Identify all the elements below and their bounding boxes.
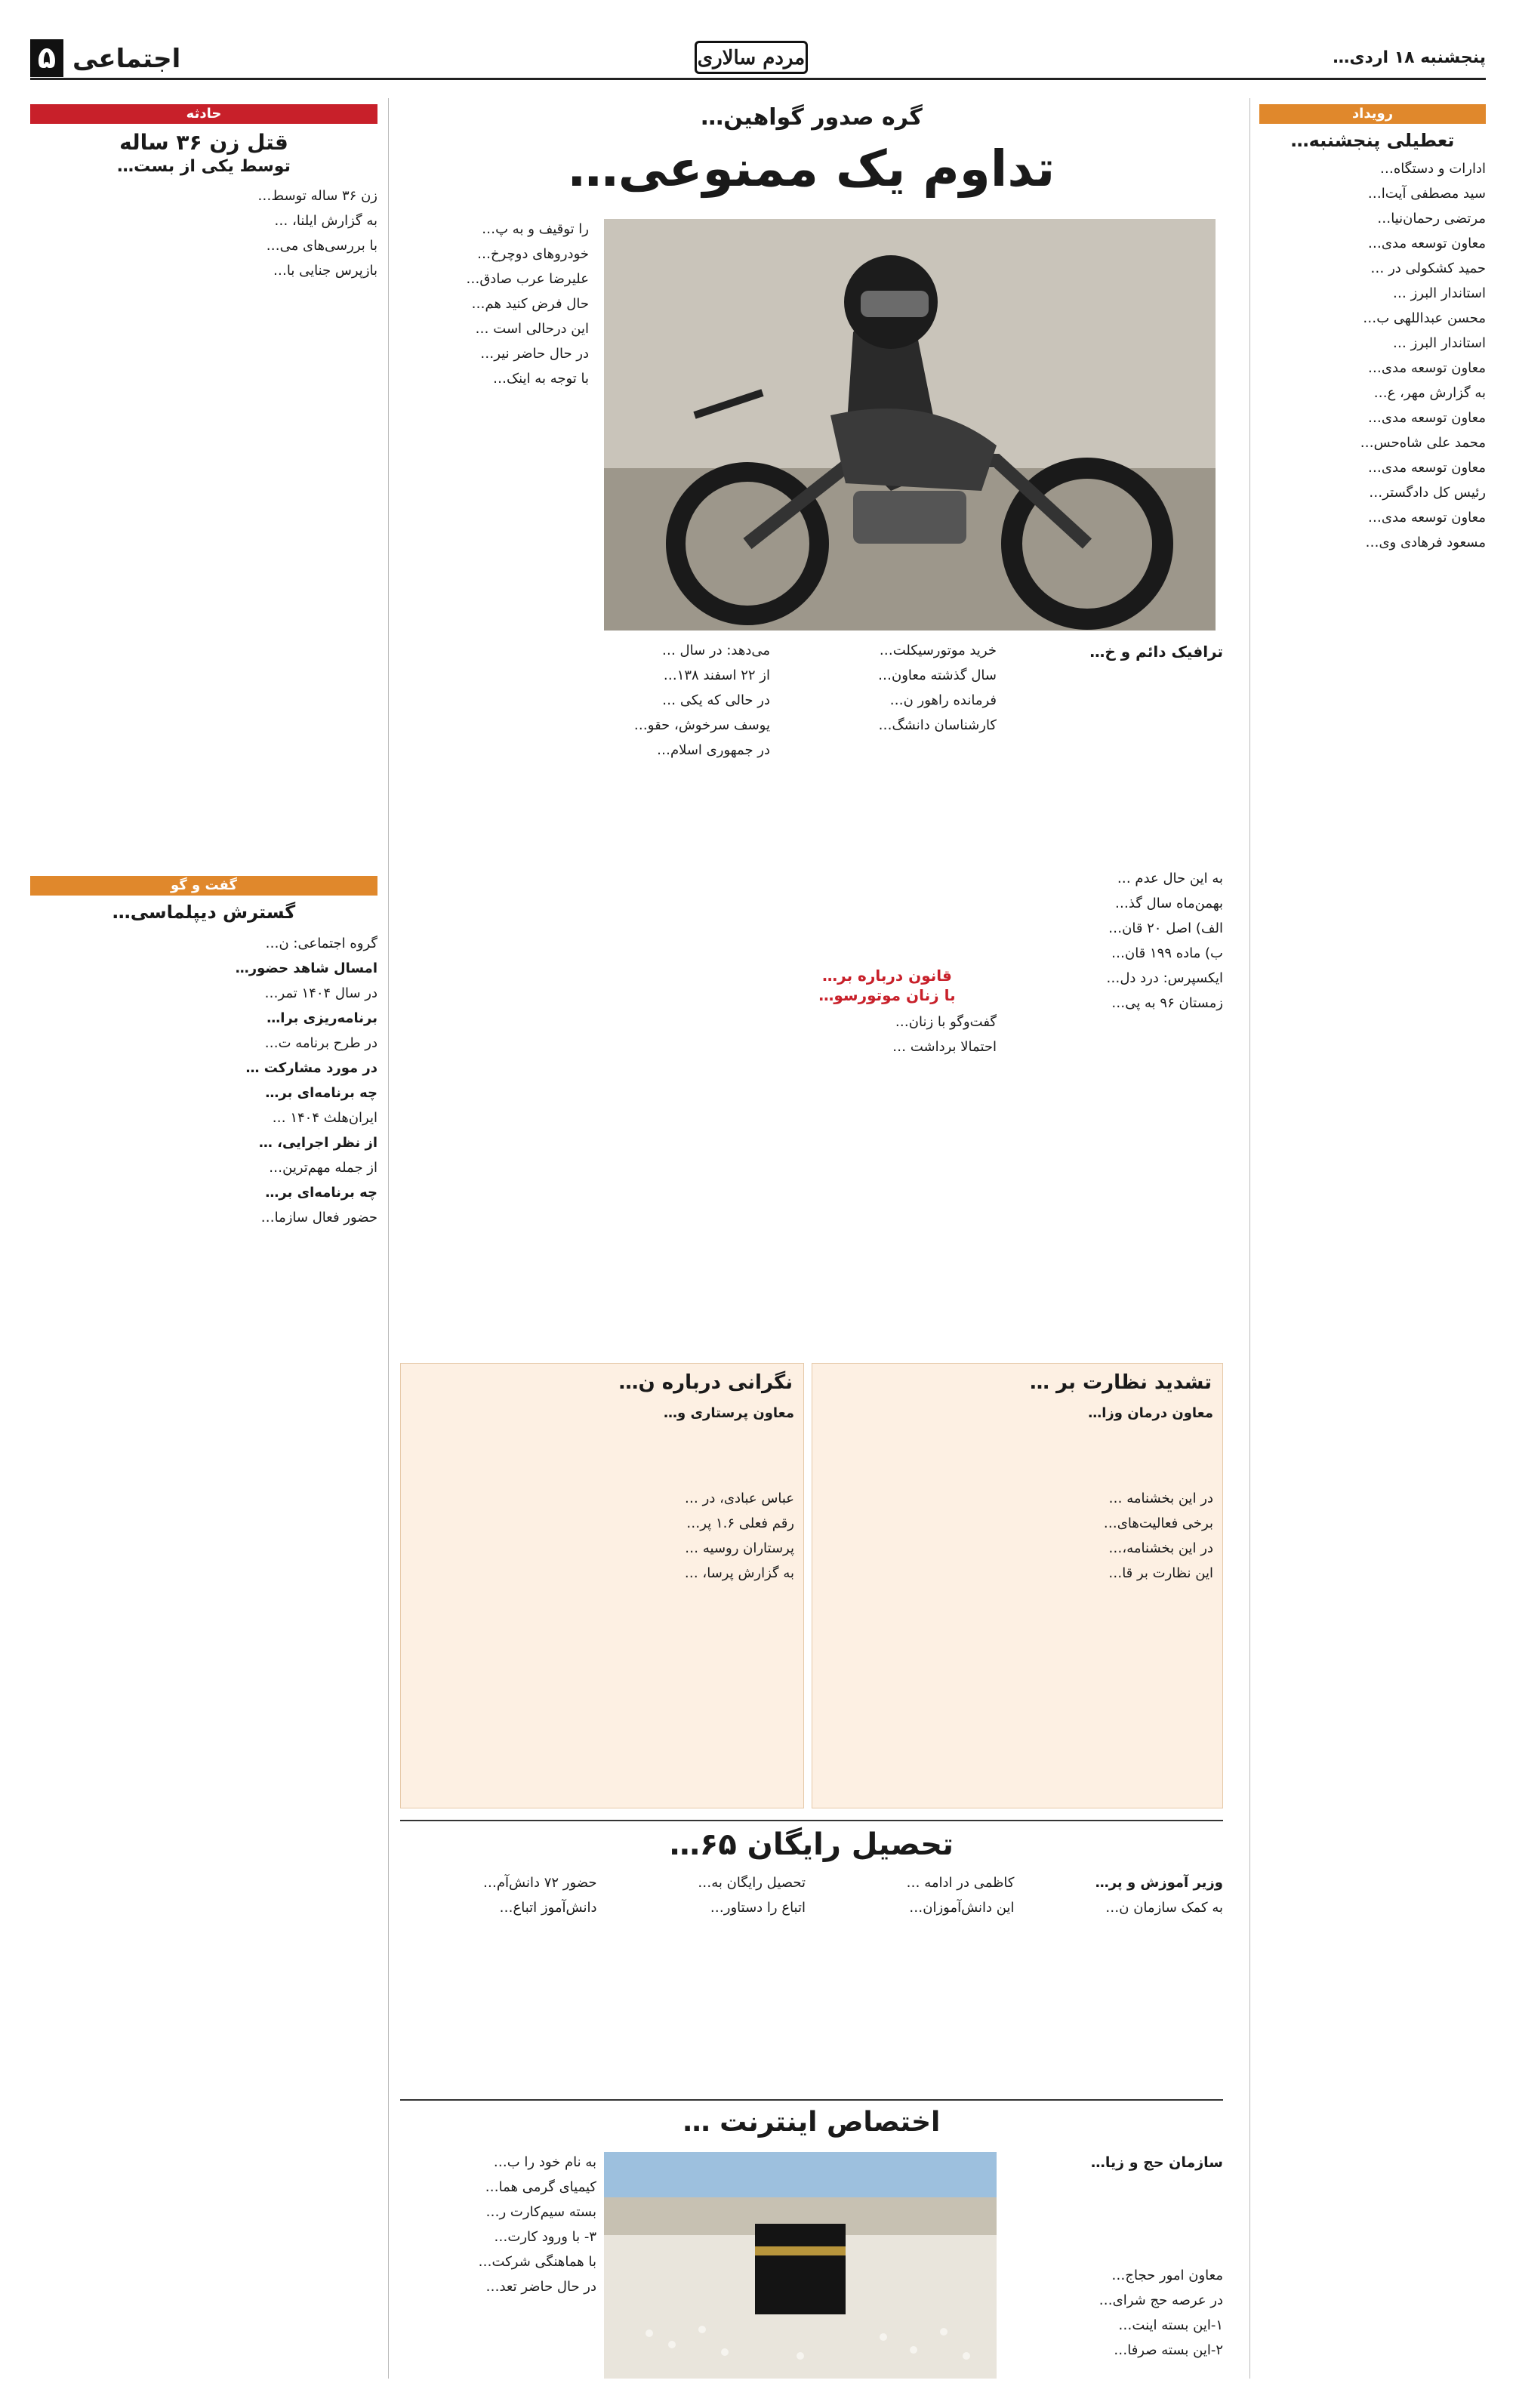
paragraph: این درحالی است … [475, 321, 589, 337]
paragraph: در حالی که یکی … [662, 692, 770, 708]
section-divider [400, 2099, 1223, 2101]
paragraph: خودروهای دوچرخ… [477, 246, 589, 262]
newspaper-logo: مردم سالاری [695, 41, 808, 74]
paragraph: دانش‌آموز اتباع… [499, 1900, 597, 1916]
paragraph: کاظمی در ادامه … [906, 1875, 1015, 1891]
paragraph: این دانش‌آموزان… [909, 1900, 1015, 1916]
incident-subtitle: توسط یکی از بست… [117, 157, 291, 176]
paragraph: احتمالا برداشت … [892, 1039, 997, 1055]
paragraph: چه برنامه‌ای بر… [265, 1085, 377, 1101]
paragraph: عباس عبادی، در … [684, 1491, 794, 1506]
section-tag-event: رویداد [1259, 104, 1486, 124]
paragraph: ۲-این بسته صرفا… [1114, 2342, 1223, 2358]
paragraph: زن ۳۶ ساله توسط… [257, 188, 377, 204]
main-story-subhead-2: با زنان موتورسو… [818, 986, 956, 1004]
paragraph: در طرح برنامه ت… [264, 1035, 377, 1051]
main-story-column-b2 [778, 1012, 997, 1352]
paragraph: در حال حاضر نیر… [480, 346, 589, 362]
main-story-column-c [596, 640, 770, 1350]
paragraph: از جمله مهم‌ترین… [269, 1160, 377, 1176]
paragraph: با توجه به اینک… [493, 371, 589, 387]
paragraph: ایکسپرس: درد دل… [1106, 970, 1223, 986]
medical-ads-body [823, 1488, 1213, 1802]
paragraph: ۱-این بسته اینت… [1118, 2317, 1223, 2333]
section-divider [400, 1820, 1223, 1821]
paragraph: الف) اصل ۲۰ قان… [1108, 920, 1223, 936]
incident-body [30, 186, 377, 850]
paragraph: سید مصطفی آیت‌ا… [1367, 186, 1486, 202]
paragraph: به گزارش ایلنا، … [274, 213, 377, 229]
paragraph: بسته سیم‌کارت ر… [485, 2204, 596, 2220]
paragraph: معاون توسعه مدی… [1367, 410, 1486, 426]
paragraph: اتباع را دستاور… [710, 1900, 806, 1916]
nurses-body [411, 1488, 794, 1802]
paragraph: علیرضا عرب صادق… [466, 271, 589, 287]
paragraph: می‌دهد: در سال … [661, 643, 770, 658]
motorcycle-rider-photo [604, 219, 1216, 631]
hajj-headline: اختصاص اینترنت … [683, 2107, 941, 2138]
paragraph: محمد علی شاه‌حس… [1360, 435, 1486, 451]
paragraph: مرتضی رحمان‌نیا… [1377, 211, 1486, 227]
paragraph: استاندار البرز … [1392, 285, 1486, 301]
paragraph: ب) ماده ۱۹۹ قان… [1111, 945, 1223, 961]
motorcycle-illustration [604, 219, 1216, 631]
date-line: پنجشنبه ۱۸ اردی… [1333, 48, 1486, 67]
paragraph: با هماهنگی شرکت… [478, 2254, 596, 2270]
column-divider [1249, 98, 1250, 2379]
paragraph: گفت‌وگو با زنان… [895, 1014, 997, 1030]
page-number: ۵ [30, 39, 63, 77]
medical-ads-box [812, 1363, 1223, 1808]
paragraph: خرید موتورسیکلت… [879, 643, 997, 658]
main-story-subhead: قانون درباره بر… [822, 967, 952, 985]
nurses-title: نگرانی درباره ن… [618, 1371, 793, 1394]
interview-body [30, 933, 377, 2368]
paragraph: به گزارش پرسا، … [684, 1565, 794, 1581]
paragraph: را توقیف و به پ… [482, 221, 589, 237]
paragraph: حضور ۷۲ دانش‌آم… [482, 1875, 597, 1891]
hajj-lead: سازمان حج و زیا… [1090, 2154, 1223, 2171]
main-story-kicker: گره صدور گواهین… [701, 104, 923, 131]
main-story-column-d [400, 219, 589, 1352]
paragraph: به نام خود را ب… [493, 2154, 596, 2170]
paragraph: به کمک سازمان ن… [1105, 1900, 1223, 1916]
paragraph: کیمیای گرمی هما… [485, 2179, 596, 2195]
right-column-body [1259, 159, 1486, 2379]
paragraph: ۳- با ورود کارت… [494, 2229, 596, 2245]
hajj-column-b [400, 2152, 596, 2379]
education-body [400, 1873, 1223, 2092]
paragraph: در حال حاضر تعد… [485, 2279, 596, 2295]
nurses-box [400, 1363, 804, 1808]
paragraph: پرستاران روسیه … [685, 1540, 794, 1556]
right-column-title: تعطیلی پنجشنبه… [1290, 130, 1455, 151]
medical-ads-title: تشدید نظارت بر … [1029, 1371, 1212, 1394]
paragraph: در سال ۱۴۰۴ تمر… [264, 985, 377, 1001]
paragraph: در عرصه حج شرای… [1098, 2292, 1223, 2308]
main-story-column-b [778, 640, 997, 965]
hajj-column-a [1004, 2265, 1223, 2379]
paragraph: زمستان ۹۶ به پی… [1111, 995, 1223, 1011]
section-name: اجتماعی [72, 44, 181, 74]
paragraph: محسن عبداللهی ب… [1363, 310, 1486, 326]
paragraph: رئیس کل دادگستر… [1369, 485, 1486, 501]
paragraph: برنامه‌ریزی برا… [267, 1010, 377, 1026]
paragraph: به گزارش مهر، ع… [1373, 385, 1486, 401]
paragraph: استاندار البرز … [1392, 335, 1486, 351]
section-tag-interview: گفت و گو [30, 876, 377, 896]
paragraph: معاون توسعه مدی… [1367, 460, 1486, 476]
paragraph: چه برنامه‌ای بر… [265, 1185, 377, 1201]
paragraph: بازپرس جنایی با… [273, 263, 377, 279]
paragraph: امسال شاهد حضور… [235, 960, 377, 976]
paragraph: معاون امور حجاج… [1111, 2268, 1223, 2283]
paragraph: در این بخشنامه … [1108, 1491, 1213, 1506]
paragraph: بهمن‌ماه سال گذ… [1114, 896, 1223, 911]
main-story-headline: تداوم یک ممنوعی… [568, 140, 1055, 198]
paragraph: وزیر آموزش و پر… [1095, 1875, 1223, 1891]
nurses-lead: معاون پرستاری و… [664, 1405, 794, 1421]
paragraph: با بررسی‌های می… [266, 238, 377, 254]
paragraph: معاون توسعه مدی… [1367, 360, 1486, 376]
column-divider [388, 98, 389, 2379]
paragraph: این نظارت بر قا… [1108, 1565, 1213, 1581]
paragraph: مسعود فرهادی وی… [1365, 535, 1486, 550]
medical-ads-lead: معاون درمان وزا… [1088, 1405, 1213, 1421]
paragraph: معاون توسعه مدی… [1367, 510, 1486, 526]
paragraph: در جمهوری اسلام… [656, 742, 770, 758]
paragraph: حال فرض کنید هم… [471, 296, 589, 312]
paragraph: برخی فعالیت‌های… [1103, 1515, 1213, 1531]
interview-title: گسترش دیپلماسی… [112, 902, 296, 923]
paragraph: تحصیل رایگان به… [698, 1875, 806, 1891]
main-story-lead: ترافیک دائم و خ… [1089, 643, 1223, 661]
paragraph: حضور فعال سازما… [260, 1210, 377, 1226]
paragraph: گروه اجتماعی: ن… [265, 936, 377, 951]
paragraph: معاون توسعه مدی… [1367, 236, 1486, 251]
paragraph: فرمانده راهور ن… [889, 692, 997, 708]
main-story-column-a [1004, 868, 1223, 1352]
paragraph: کارشناسان دانشگ… [878, 717, 997, 733]
paragraph: رقم فعلی ۱.۶ پر… [686, 1515, 794, 1531]
incident-title: قتل زن ۳۶ ساله [119, 130, 288, 155]
paragraph: ایران‌هلث ۱۴۰۴ … [272, 1110, 377, 1126]
paragraph: در مورد مشارکت … [245, 1060, 377, 1076]
education-headline: تحصیل رایگان ۶۵… [669, 1827, 954, 1862]
kaaba-photo [604, 2152, 997, 2379]
paragraph: سال گذشته معاون… [878, 668, 997, 683]
section-tag-incident: حادثه [30, 104, 377, 124]
paragraph: ادارات و دستگاه… [1379, 161, 1486, 177]
kaaba-illustration [604, 2152, 997, 2379]
paragraph: در این بخشنامه،… [1108, 1540, 1213, 1556]
paragraph: از نظر اجرایی، … [258, 1135, 377, 1151]
paragraph: از ۲۲ اسفند ۱۳۸… [663, 668, 770, 683]
paragraph: به این حال عدم … [1117, 871, 1223, 886]
paragraph: یوسف سرخوش، حقو… [633, 717, 770, 733]
paragraph: حمید کشکولی در … [1370, 261, 1486, 276]
